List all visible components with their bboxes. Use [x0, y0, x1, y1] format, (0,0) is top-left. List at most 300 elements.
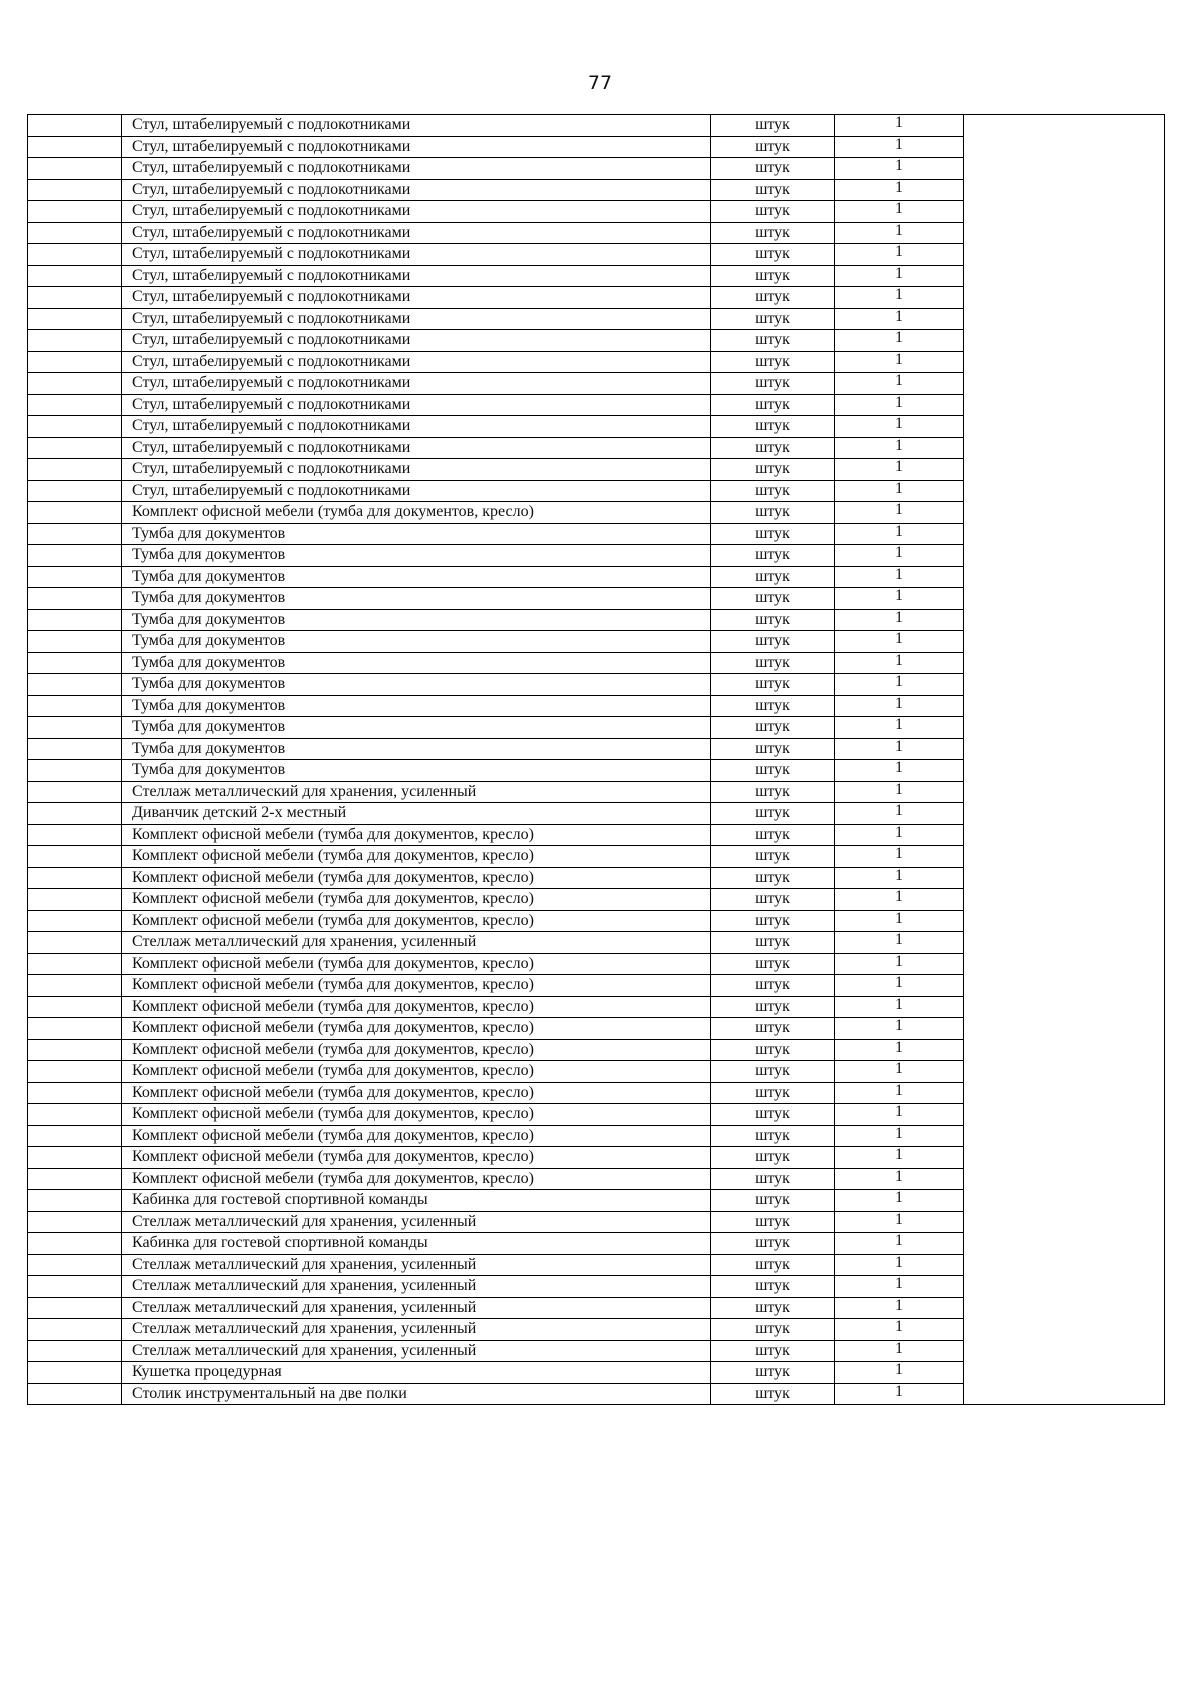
- note-cell: [964, 1340, 1165, 1362]
- table-row: [28, 609, 1165, 631]
- quantity-cell: 1: [835, 781, 964, 803]
- table-row: [28, 502, 1165, 524]
- item-name-cell: Комплект офисной мебели (тумба для документов, кресло): [122, 1082, 711, 1104]
- quantity-cell: 1: [835, 846, 964, 868]
- note-cell: [964, 1297, 1165, 1319]
- quantity-cell: 1: [835, 588, 964, 610]
- item-name-cell: Тумба для документов: [122, 738, 711, 760]
- note-cell: [964, 480, 1165, 502]
- row-number-cell: [28, 781, 122, 803]
- quantity-cell: 1: [835, 631, 964, 653]
- quantity-cell: 1: [835, 179, 964, 201]
- quantity-cell: 1: [835, 717, 964, 739]
- quantity-cell: 1: [835, 1362, 964, 1384]
- table-row: [28, 1254, 1165, 1276]
- quantity-cell: 1: [835, 373, 964, 395]
- quantity-cell: 1: [835, 158, 964, 180]
- item-name-cell: Стул, штабелируемый с подлокотниками: [122, 244, 711, 266]
- quantity-cell: 1: [835, 201, 964, 223]
- unit-cell: штук: [711, 201, 835, 223]
- row-number-cell: [28, 932, 122, 954]
- unit-cell: штук: [711, 1190, 835, 1212]
- table-row: [28, 1018, 1165, 1040]
- item-name-cell: Комплект офисной мебели (тумба для документов, кресло): [122, 910, 711, 932]
- table-row: [28, 201, 1165, 223]
- quantity-cell: 1: [835, 308, 964, 330]
- unit-cell: штук: [711, 910, 835, 932]
- unit-cell: штук: [711, 738, 835, 760]
- note-cell: [964, 717, 1165, 739]
- unit-cell: штук: [711, 1018, 835, 1040]
- quantity-cell: 1: [835, 1168, 964, 1190]
- note-cell: [964, 846, 1165, 868]
- quantity-cell: 1: [835, 674, 964, 696]
- unit-cell: штук: [711, 1276, 835, 1298]
- unit-cell: штук: [711, 695, 835, 717]
- item-name-cell: Комплект офисной мебели (тумба для документов, кресло): [122, 867, 711, 889]
- item-name-cell: Стеллаж металлический для хранения, усиленный: [122, 1276, 711, 1298]
- unit-cell: штук: [711, 351, 835, 373]
- item-name-cell: Стул, штабелируемый с подлокотниками: [122, 222, 711, 244]
- item-name-cell: Тумба для документов: [122, 717, 711, 739]
- note-cell: [964, 1276, 1165, 1298]
- note-cell: [964, 1018, 1165, 1040]
- note-cell: [964, 760, 1165, 782]
- note-cell: [964, 910, 1165, 932]
- row-number-cell: [28, 1254, 122, 1276]
- unit-cell: штук: [711, 265, 835, 287]
- item-name-cell: Стеллаж металлический для хранения, усиленный: [122, 781, 711, 803]
- row-number-cell: [28, 1147, 122, 1169]
- row-number-cell: [28, 1233, 122, 1255]
- row-number-cell: [28, 1082, 122, 1104]
- unit-cell: штук: [711, 1362, 835, 1384]
- unit-cell: штук: [711, 867, 835, 889]
- table-row: [28, 1340, 1165, 1362]
- unit-cell: штук: [711, 889, 835, 911]
- note-cell: [964, 287, 1165, 309]
- unit-cell: штук: [711, 846, 835, 868]
- note-cell: [964, 1362, 1165, 1384]
- note-cell: [964, 1125, 1165, 1147]
- unit-cell: штук: [711, 1383, 835, 1405]
- row-number-cell: [28, 1018, 122, 1040]
- item-name-cell: Стеллаж металлический для хранения, усиленный: [122, 1297, 711, 1319]
- note-cell: [964, 1211, 1165, 1233]
- item-name-cell: Комплект офисной мебели (тумба для документов, кресло): [122, 975, 711, 997]
- item-name-cell: Стул, штабелируемый с подлокотниками: [122, 265, 711, 287]
- row-number-cell: [28, 846, 122, 868]
- row-number-cell: [28, 910, 122, 932]
- quantity-cell: 1: [835, 437, 964, 459]
- table-row: [28, 652, 1165, 674]
- table-row: [28, 1211, 1165, 1233]
- row-number-cell: [28, 695, 122, 717]
- table-row: [28, 1039, 1165, 1061]
- quantity-cell: 1: [835, 760, 964, 782]
- unit-cell: штук: [711, 459, 835, 481]
- table-row: [28, 1061, 1165, 1083]
- table-row: [28, 330, 1165, 352]
- item-name-cell: Тумба для документов: [122, 652, 711, 674]
- quantity-cell: 1: [835, 996, 964, 1018]
- unit-cell: штук: [711, 1147, 835, 1169]
- item-name-cell: Стул, штабелируемый с подлокотниками: [122, 416, 711, 438]
- unit-cell: штук: [711, 717, 835, 739]
- table-row: [28, 889, 1165, 911]
- quantity-cell: 1: [835, 1297, 964, 1319]
- quantity-cell: 1: [835, 287, 964, 309]
- item-name-cell: Стул, штабелируемый с подлокотниками: [122, 136, 711, 158]
- note-cell: [964, 889, 1165, 911]
- item-name-cell: Комплект офисной мебели (тумба для документов, кресло): [122, 889, 711, 911]
- row-number-cell: [28, 1340, 122, 1362]
- unit-cell: штук: [711, 1233, 835, 1255]
- row-number-cell: [28, 136, 122, 158]
- quantity-cell: 1: [835, 975, 964, 997]
- note-cell: [964, 158, 1165, 180]
- unit-cell: штук: [711, 523, 835, 545]
- unit-cell: штук: [711, 1340, 835, 1362]
- note-cell: [964, 502, 1165, 524]
- row-number-cell: [28, 1297, 122, 1319]
- item-name-cell: Комплект офисной мебели (тумба для документов, кресло): [122, 1039, 711, 1061]
- item-name-cell: Стул, штабелируемый с подлокотниками: [122, 394, 711, 416]
- quantity-cell: 1: [835, 932, 964, 954]
- row-number-cell: [28, 287, 122, 309]
- row-number-cell: [28, 416, 122, 438]
- unit-cell: штук: [711, 244, 835, 266]
- table-row: [28, 846, 1165, 868]
- row-number-cell: [28, 1211, 122, 1233]
- item-name-cell: Тумба для документов: [122, 545, 711, 567]
- item-name-cell: Стул, штабелируемый с подлокотниками: [122, 351, 711, 373]
- note-cell: [964, 1039, 1165, 1061]
- note-cell: [964, 201, 1165, 223]
- table-row: [28, 1319, 1165, 1341]
- row-number-cell: [28, 738, 122, 760]
- unit-cell: штук: [711, 674, 835, 696]
- note-cell: [964, 1082, 1165, 1104]
- unit-cell: штук: [711, 287, 835, 309]
- item-name-cell: Стул, штабелируемый с подлокотниками: [122, 179, 711, 201]
- unit-cell: штук: [711, 480, 835, 502]
- item-name-cell: Тумба для документов: [122, 523, 711, 545]
- table-row: [28, 1082, 1165, 1104]
- table-row: [28, 1190, 1165, 1212]
- row-number-cell: [28, 351, 122, 373]
- quantity-cell: 1: [835, 1340, 964, 1362]
- quantity-cell: 1: [835, 1018, 964, 1040]
- row-number-cell: [28, 566, 122, 588]
- quantity-cell: 1: [835, 351, 964, 373]
- item-name-cell: Кушетка процедурная: [122, 1362, 711, 1384]
- item-name-cell: Стеллаж металлический для хранения, усиленный: [122, 1340, 711, 1362]
- quantity-cell: 1: [835, 502, 964, 524]
- table-row: [28, 867, 1165, 889]
- table-row: [28, 265, 1165, 287]
- note-cell: [964, 738, 1165, 760]
- quantity-cell: 1: [835, 803, 964, 825]
- item-name-cell: Стул, штабелируемый с подлокотниками: [122, 373, 711, 395]
- quantity-cell: 1: [835, 265, 964, 287]
- quantity-cell: 1: [835, 1211, 964, 1233]
- table-row: [28, 179, 1165, 201]
- unit-cell: штук: [711, 179, 835, 201]
- unit-cell: штук: [711, 502, 835, 524]
- unit-cell: штук: [711, 652, 835, 674]
- note-cell: [964, 975, 1165, 997]
- note-cell: [964, 652, 1165, 674]
- note-cell: [964, 265, 1165, 287]
- item-name-cell: Стеллаж металлический для хранения, усиленный: [122, 932, 711, 954]
- quantity-cell: 1: [835, 394, 964, 416]
- quantity-cell: 1: [835, 1125, 964, 1147]
- unit-cell: штук: [711, 115, 835, 137]
- row-number-cell: [28, 867, 122, 889]
- quantity-cell: 1: [835, 1082, 964, 1104]
- row-number-cell: [28, 1104, 122, 1126]
- quantity-cell: 1: [835, 523, 964, 545]
- note-cell: [964, 330, 1165, 352]
- unit-cell: штук: [711, 222, 835, 244]
- row-number-cell: [28, 1125, 122, 1147]
- quantity-cell: 1: [835, 1190, 964, 1212]
- unit-cell: штук: [711, 1104, 835, 1126]
- table-row: [28, 1276, 1165, 1298]
- note-cell: [964, 545, 1165, 567]
- unit-cell: штук: [711, 1039, 835, 1061]
- item-name-cell: Тумба для документов: [122, 760, 711, 782]
- item-name-cell: Стул, штабелируемый с подлокотниками: [122, 480, 711, 502]
- quantity-cell: 1: [835, 824, 964, 846]
- item-name-cell: Комплект офисной мебели (тумба для документов, кресло): [122, 1104, 711, 1126]
- table-row: [28, 760, 1165, 782]
- row-number-cell: [28, 115, 122, 137]
- item-name-cell: Стеллаж металлический для хранения, усиленный: [122, 1319, 711, 1341]
- quantity-cell: 1: [835, 695, 964, 717]
- row-number-cell: [28, 717, 122, 739]
- note-cell: [964, 609, 1165, 631]
- row-number-cell: [28, 437, 122, 459]
- item-name-cell: Тумба для документов: [122, 674, 711, 696]
- quantity-cell: 1: [835, 652, 964, 674]
- table-row: [28, 824, 1165, 846]
- row-number-cell: [28, 760, 122, 782]
- unit-cell: штук: [711, 588, 835, 610]
- table-row: [28, 1297, 1165, 1319]
- item-name-cell: Столик инструментальный на две полки: [122, 1383, 711, 1405]
- note-cell: [964, 996, 1165, 1018]
- table-row: [28, 158, 1165, 180]
- row-number-cell: [28, 394, 122, 416]
- table-row: [28, 1125, 1165, 1147]
- note-cell: [964, 179, 1165, 201]
- row-number-cell: [28, 1319, 122, 1341]
- item-name-cell: Стеллаж металлический для хранения, усиленный: [122, 1254, 711, 1276]
- row-number-cell: [28, 179, 122, 201]
- quantity-cell: 1: [835, 867, 964, 889]
- table-row: [28, 136, 1165, 158]
- item-name-cell: Диванчик детский 2-х местный: [122, 803, 711, 825]
- unit-cell: штук: [711, 373, 835, 395]
- note-cell: [964, 1104, 1165, 1126]
- item-name-cell: Комплект офисной мебели (тумба для документов, кресло): [122, 1168, 711, 1190]
- item-name-cell: Тумба для документов: [122, 631, 711, 653]
- row-number-cell: [28, 158, 122, 180]
- row-number-cell: [28, 588, 122, 610]
- note-cell: [964, 459, 1165, 481]
- note-cell: [964, 1168, 1165, 1190]
- table-row: [28, 545, 1165, 567]
- note-cell: [964, 1254, 1165, 1276]
- table-row: [28, 394, 1165, 416]
- unit-cell: штук: [711, 308, 835, 330]
- table-row: [28, 566, 1165, 588]
- item-name-cell: Стул, штабелируемый с подлокотниками: [122, 158, 711, 180]
- page-number: 77: [587, 72, 613, 94]
- table-row: [28, 1168, 1165, 1190]
- note-cell: [964, 222, 1165, 244]
- row-number-cell: [28, 459, 122, 481]
- row-number-cell: [28, 308, 122, 330]
- note-cell: [964, 373, 1165, 395]
- row-number-cell: [28, 265, 122, 287]
- item-name-cell: Стеллаж металлический для хранения, усиленный: [122, 1211, 711, 1233]
- unit-cell: штук: [711, 1168, 835, 1190]
- row-number-cell: [28, 975, 122, 997]
- row-number-cell: [28, 996, 122, 1018]
- quantity-cell: 1: [835, 1254, 964, 1276]
- item-name-cell: Тумба для документов: [122, 695, 711, 717]
- unit-cell: штук: [711, 1211, 835, 1233]
- quantity-cell: 1: [835, 244, 964, 266]
- table-row: [28, 1104, 1165, 1126]
- note-cell: [964, 308, 1165, 330]
- quantity-cell: 1: [835, 416, 964, 438]
- table-row: [28, 932, 1165, 954]
- note-cell: [964, 566, 1165, 588]
- unit-cell: штук: [711, 609, 835, 631]
- row-number-cell: [28, 523, 122, 545]
- table-row: [28, 953, 1165, 975]
- row-number-cell: [28, 674, 122, 696]
- note-cell: [964, 1147, 1165, 1169]
- quantity-cell: 1: [835, 136, 964, 158]
- row-number-cell: [28, 953, 122, 975]
- table-row: [28, 1383, 1165, 1405]
- unit-cell: штук: [711, 158, 835, 180]
- quantity-cell: 1: [835, 545, 964, 567]
- row-number-cell: [28, 330, 122, 352]
- row-number-cell: [28, 1362, 122, 1384]
- inventory-table: [27, 114, 1165, 1405]
- item-name-cell: Комплект офисной мебели (тумба для документов, кресло): [122, 1125, 711, 1147]
- item-name-cell: Стул, штабелируемый с подлокотниками: [122, 308, 711, 330]
- unit-cell: штук: [711, 824, 835, 846]
- row-number-cell: [28, 201, 122, 223]
- row-number-cell: [28, 373, 122, 395]
- table-row: [28, 459, 1165, 481]
- table-row: [28, 975, 1165, 997]
- quantity-cell: 1: [835, 1039, 964, 1061]
- unit-cell: штук: [711, 760, 835, 782]
- quantity-cell: 1: [835, 1147, 964, 1169]
- item-name-cell: Кабинка для гостевой спортивной команды: [122, 1190, 711, 1212]
- note-cell: [964, 824, 1165, 846]
- unit-cell: штук: [711, 416, 835, 438]
- note-cell: [964, 1319, 1165, 1341]
- note-cell: [964, 244, 1165, 266]
- row-number-cell: [28, 1190, 122, 1212]
- quantity-cell: 1: [835, 459, 964, 481]
- unit-cell: штук: [711, 996, 835, 1018]
- table-row: [28, 115, 1165, 137]
- note-cell: [964, 523, 1165, 545]
- table-row: [28, 523, 1165, 545]
- item-name-cell: Стул, штабелируемый с подлокотниками: [122, 201, 711, 223]
- item-name-cell: Тумба для документов: [122, 609, 711, 631]
- table-row: [28, 717, 1165, 739]
- row-number-cell: [28, 1061, 122, 1083]
- note-cell: [964, 1383, 1165, 1405]
- note-cell: [964, 1233, 1165, 1255]
- unit-cell: штук: [711, 1125, 835, 1147]
- unit-cell: штук: [711, 1254, 835, 1276]
- table-row: [28, 373, 1165, 395]
- unit-cell: штук: [711, 1319, 835, 1341]
- item-name-cell: Комплект офисной мебели (тумба для документов, кресло): [122, 953, 711, 975]
- unit-cell: штук: [711, 932, 835, 954]
- unit-cell: штук: [711, 566, 835, 588]
- note-cell: [964, 416, 1165, 438]
- item-name-cell: Комплект офисной мебели (тумба для документов, кресло): [122, 1147, 711, 1169]
- item-name-cell: Стул, штабелируемый с подлокотниками: [122, 115, 711, 137]
- quantity-cell: 1: [835, 1319, 964, 1341]
- unit-cell: штук: [711, 631, 835, 653]
- item-name-cell: Тумба для документов: [122, 566, 711, 588]
- unit-cell: штук: [711, 975, 835, 997]
- note-cell: [964, 394, 1165, 416]
- table-row: [28, 416, 1165, 438]
- quantity-cell: 1: [835, 1276, 964, 1298]
- item-name-cell: Комплект офисной мебели (тумба для документов, кресло): [122, 824, 711, 846]
- unit-cell: штук: [711, 394, 835, 416]
- table-row: [28, 588, 1165, 610]
- item-name-cell: Стул, штабелируемый с подлокотниками: [122, 437, 711, 459]
- table-row: [28, 910, 1165, 932]
- unit-cell: штук: [711, 803, 835, 825]
- quantity-cell: 1: [835, 1383, 964, 1405]
- quantity-cell: 1: [835, 738, 964, 760]
- row-number-cell: [28, 803, 122, 825]
- note-cell: [964, 674, 1165, 696]
- quantity-cell: 1: [835, 1233, 964, 1255]
- row-number-cell: [28, 222, 122, 244]
- row-number-cell: [28, 480, 122, 502]
- table-row: [28, 1362, 1165, 1384]
- table-row: [28, 695, 1165, 717]
- item-name-cell: Стул, штабелируемый с подлокотниками: [122, 330, 711, 352]
- row-number-cell: [28, 652, 122, 674]
- table-row: [28, 480, 1165, 502]
- row-number-cell: [28, 1276, 122, 1298]
- item-name-cell: Комплект офисной мебели (тумба для документов, кресло): [122, 502, 711, 524]
- item-name-cell: Комплект офисной мебели (тумба для документов, кресло): [122, 1061, 711, 1083]
- table-row: [28, 631, 1165, 653]
- quantity-cell: 1: [835, 480, 964, 502]
- note-cell: [964, 136, 1165, 158]
